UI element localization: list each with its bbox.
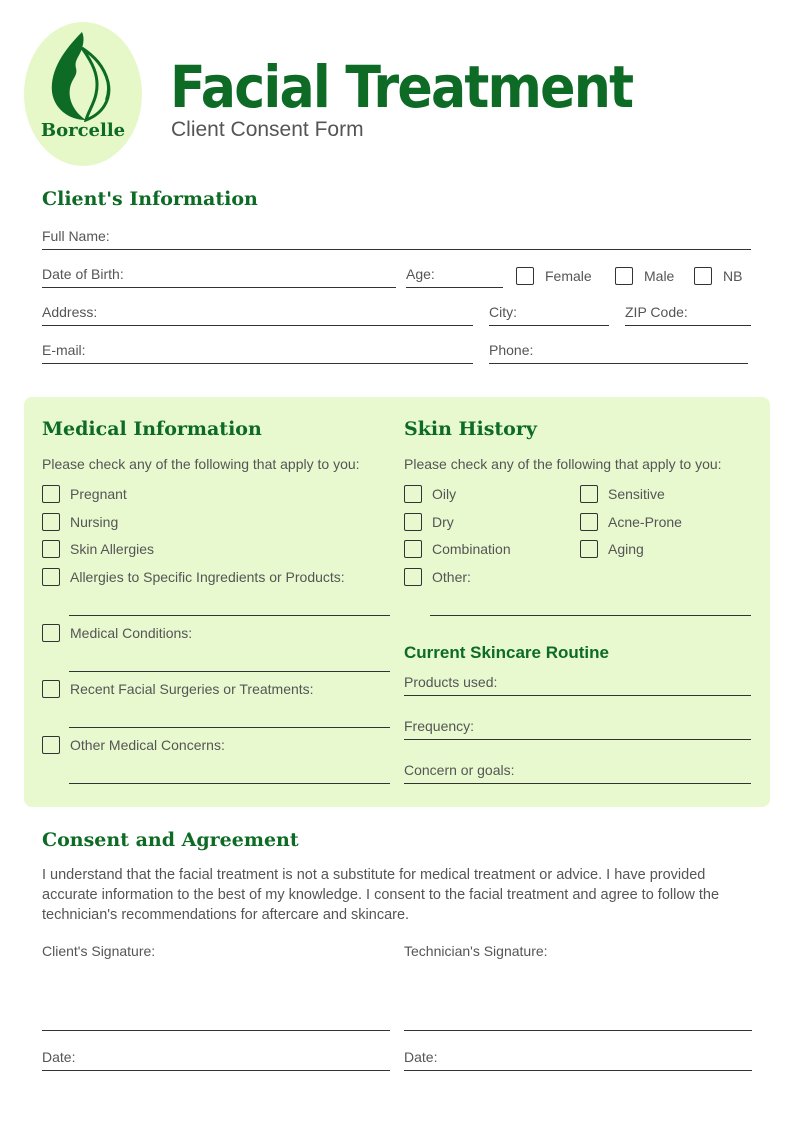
routine-heading: Current Skincare Routine xyxy=(404,643,609,662)
medical-instruction: Please check any of the following that apply to you: xyxy=(42,456,360,472)
ingredient-allergies-field[interactable] xyxy=(69,615,390,616)
address-field[interactable] xyxy=(42,325,473,326)
technician-date-label: Date: xyxy=(404,1049,438,1065)
other-skin-label: Other: xyxy=(432,569,471,585)
client-signature-field[interactable] xyxy=(42,1030,390,1031)
medical-conditions-field[interactable] xyxy=(69,671,390,672)
consent-text: I understand that the facial treatment is not a substitute for medical treatment or advice. I have provided accurate information to the best of my knowledge. I consent to the facial treatment and agree to follow the technician's recommendations for aftercare and skincare. xyxy=(42,867,720,923)
pregnant-checkbox[interactable] xyxy=(42,485,60,503)
dry-checkbox[interactable] xyxy=(404,513,422,531)
gender-nb-label: NB xyxy=(723,268,743,284)
goals-field[interactable] xyxy=(404,783,751,784)
brand-name: Borcelle xyxy=(40,120,126,141)
client-signature-label: Client's Signature: xyxy=(42,943,156,959)
client-info-heading: Client's Information xyxy=(42,188,258,210)
gender-male-checkbox[interactable] xyxy=(615,267,633,285)
city-label: City: xyxy=(489,304,517,320)
other-medical-field[interactable] xyxy=(69,783,390,784)
brand-logo xyxy=(24,22,142,166)
aging-checkbox[interactable] xyxy=(580,540,598,558)
other-medical-label: Other Medical Concerns: xyxy=(70,737,225,753)
full-name-label: Full Name: xyxy=(42,228,110,244)
other-skin-field[interactable] xyxy=(430,615,751,616)
medical-conditions-label: Medical Conditions: xyxy=(70,625,193,641)
oily-label: Oily xyxy=(432,486,457,502)
phone-label: Phone: xyxy=(489,342,534,358)
other-skin-checkbox[interactable] xyxy=(404,568,422,586)
frequency-field[interactable] xyxy=(404,739,751,740)
products-used-label: Products used: xyxy=(404,674,498,690)
consent-heading: Consent and Agreement xyxy=(42,829,299,851)
page-title: Facial Treatment xyxy=(170,53,633,121)
medical-heading: Medical Information xyxy=(42,418,262,440)
skin-allergies-checkbox[interactable] xyxy=(42,540,60,558)
skin-allergies-label: Skin Allergies xyxy=(70,541,155,557)
zip-field[interactable] xyxy=(625,325,751,326)
age-label: Age: xyxy=(406,266,435,282)
phone-field[interactable] xyxy=(489,363,748,364)
goals-label: Concern or goals: xyxy=(404,762,515,778)
address-label: Address: xyxy=(42,304,98,320)
combination-checkbox[interactable] xyxy=(404,540,422,558)
zip-label: ZIP Code: xyxy=(625,304,688,320)
skin-history-heading: Skin History xyxy=(404,418,537,440)
dob-label: Date of Birth: xyxy=(42,266,124,282)
acne-prone-checkbox[interactable] xyxy=(580,513,598,531)
gender-nb-checkbox[interactable] xyxy=(694,267,712,285)
city-field[interactable] xyxy=(489,325,609,326)
gender-female-label: Female xyxy=(545,268,592,284)
skin-instruction: Please check any of the following that apply to you: xyxy=(404,456,722,472)
aging-label: Aging xyxy=(608,541,644,557)
nursing-label: Nursing xyxy=(70,514,119,530)
sensitive-label: Sensitive xyxy=(608,486,665,502)
face-leaf-icon xyxy=(42,28,124,122)
sensitive-checkbox[interactable] xyxy=(580,485,598,503)
other-medical-checkbox[interactable] xyxy=(42,736,60,754)
technician-signature-label: Technician's Signature: xyxy=(404,943,548,959)
facial-surgeries-label: Recent Facial Surgeries or Treatments: xyxy=(70,681,314,697)
dry-label: Dry xyxy=(432,514,454,530)
facial-surgeries-checkbox[interactable] xyxy=(42,680,60,698)
dob-field[interactable] xyxy=(42,287,396,288)
ingredient-allergies-checkbox[interactable] xyxy=(42,568,60,586)
age-field[interactable] xyxy=(406,287,503,288)
ingredient-allergies-label: Allergies to Specific Ingredients or Products: xyxy=(70,569,345,585)
technician-signature-field[interactable] xyxy=(404,1030,752,1031)
pregnant-label: Pregnant xyxy=(70,486,127,502)
acne-prone-label: Acne-Prone xyxy=(608,514,682,530)
page-subtitle: Client Consent Form xyxy=(171,118,364,141)
gender-male-label: Male xyxy=(644,268,675,284)
products-used-field[interactable] xyxy=(404,695,751,696)
frequency-label: Frequency: xyxy=(404,718,475,734)
gender-female-checkbox[interactable] xyxy=(516,267,534,285)
facial-surgeries-field[interactable] xyxy=(69,727,390,728)
medical-conditions-checkbox[interactable] xyxy=(42,624,60,642)
email-label: E-mail: xyxy=(42,342,86,358)
client-date-field[interactable] xyxy=(42,1070,390,1071)
technician-date-field[interactable] xyxy=(404,1070,752,1071)
email-field[interactable] xyxy=(42,363,473,364)
client-date-label: Date: xyxy=(42,1049,76,1065)
combination-label: Combination xyxy=(432,541,511,557)
full-name-field[interactable] xyxy=(42,249,751,250)
nursing-checkbox[interactable] xyxy=(42,513,60,531)
oily-checkbox[interactable] xyxy=(404,485,422,503)
